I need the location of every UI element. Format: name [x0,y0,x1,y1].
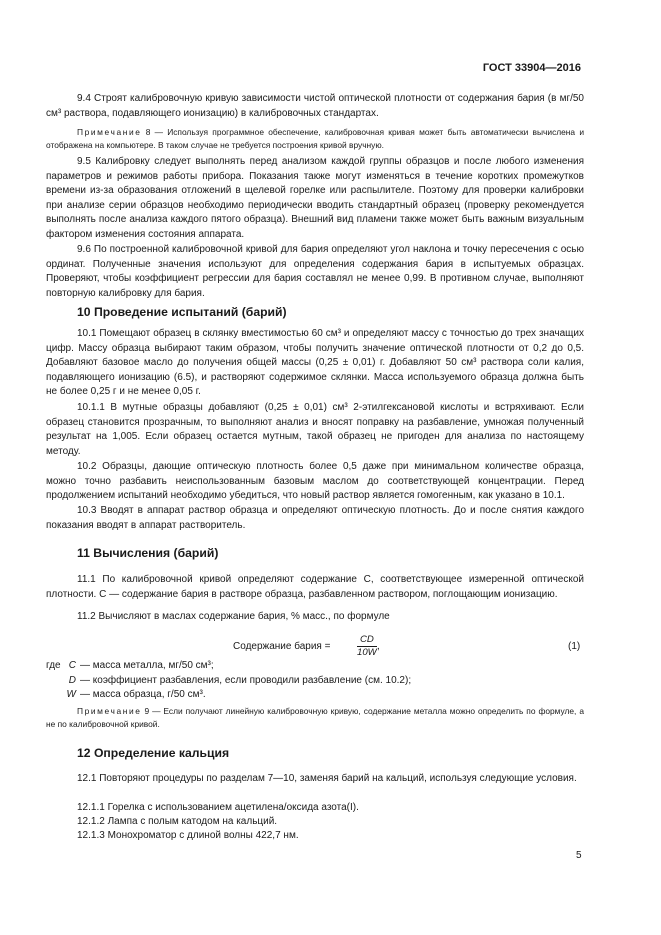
definition-symbol: W [66,689,76,701]
clause-11-2: 11.2 Вычисляют в маслах содержание бария, % масс., по формуле [77,611,390,622]
definition-prefix: где [46,660,61,671]
clause-10-1: 10.1 Помещают образец в склянку вместимостью 60 см³ и определяют массу с точностью до трех значащих цифр. Массу образца выбирают таким образом, чтобы получить значение оптической плотности от 0,2 до 0,5. Добавляют базовое масло до получения общей массы (0,25 ± 0,01) г. Добавляют 50 см³ раствора соли калия, подавляющего ионизацию (6.5), и растворяют содержимое склянки. Масса используемого образца должна быть не более 0,25 г и не менее 0,05 г. [46,328,584,398]
formula-number: (1) [568,641,581,652]
clause-10-1-1: 10.1.1 В мутные образцы добавляют (0,25 ± 0,01) см³ 2-этилгексановой кислоты и встряхивают. Если образец становится прозрачным, то выполняют анализ и вносят поправку на разбавление, умножая полученный результат на 1,005. Если образец остается мутным, такой образец не пригоден для анализа по настоящему методу. [46,402,584,457]
formula-numerator: CD [357,634,377,647]
section-11-heading: 11 Вычисления (барий) [77,546,219,560]
note-9-label: Примечание [77,706,142,716]
definition-symbol: C [68,660,76,671]
clause-11-1: 11.1 По калибровочной кривой определяют содержание C, соответствующее измеренной оптической плотности. C — содержание бария в растворе образца, разбавленном раствором, поглощающим ионизацию. [46,574,584,600]
definition-text: — коэффициент разбавления, если проводили разбавление (см. 10.2); [80,674,412,686]
clause-9-4: 9.4 Строят калибровочную кривую зависимости чистой оптической плотности от содержания бария (в мг/50 см³ раствора, подавляющего ионизацию) в калибровочных стандартах. [46,93,584,119]
clause-12-1-1: 12.1.1 Горелка с использованием ацетилена/оксида азота(I). [77,802,359,813]
formula-fraction [357,634,377,659]
clause-10-3: 10.3 Вводят в аппарат раствор образца и определяют оптическую плотность. До и после снятия каждого показания вводят в аппарат растворитель. [46,505,584,531]
clause-12-1-2: 12.1.2 Лампа с полым катодом на кальций. [77,816,278,827]
formula-comma: , [377,641,380,652]
clause-9-5: 9.5 Калибровку следует выполнять перед анализом каждой группы образцов и после любого изменения параметров и режимов работы прибора. Показания также могут изменяться в течение коротких промежутков времени из-за образования отложений в щелевой горелке или распылителе. Поэтому для проверки калибровки при анализе серии образцов необходимо периодически вводить стандартный образец (проверку рекомендуется выполнять после анализа каждого пятого образца). Внешний вид пламени также может быть важным визуальным фактором изменения состояния аппарата. [46,156,584,240]
standard-header: ГОСТ 33904—2016 [482,62,581,74]
note-8 [46,126,584,151]
clause-12-1-3: 12.1.3 Монохроматор с длиной волны 422,7 нм. [77,830,299,841]
note-9 [46,705,584,730]
section-10-heading: 10 Проведение испытаний (барий) [77,305,287,319]
section-12-heading: 12 Определение кальция [77,746,230,760]
clause-12-1: 12.1 Повторяют процедуры по разделам 7—10, заменяя барий на кальций, используя следующие условия. [77,773,577,784]
formula-denominator: 10W [357,647,377,658]
clause-10-2: 10.2 Образцы, дающие оптическую плотность более 0,5 даже при минимальном количестве образца, можно точно разбавить неиспользованным базовым маслом до соответствующей концентрации. Перед продолжением испытаний необходимо убедиться, что новый раствор является гомогенным, как указано в 10.1. [46,461,584,502]
formula-label: Содержание бария = [233,641,331,652]
clause-9-6: 9.6 По построенной калибровочной кривой для бария определяют угол наклона и точку пересечения с осью ординат. Полученные значения используют для определения содержания бария в испытуемых образцах. Проверяют, чтобы коэффициент регрессии для бария составлял не менее 0,99. В противном случае, выполняют повторную калибровку для бария. [46,244,584,299]
definition-symbol: D [68,674,76,686]
definition-text: — масса металла, мг/50 см³; [80,660,214,671]
note-8-label: Примечание [77,127,142,137]
page-number: 5 [576,850,582,861]
definition-text: — масса образца, г/50 см³. [80,689,206,701]
note-8-text: 8 — Используя программное обеспечение, калибровочная кривая может быть автоматически вычислена и отображена на компьютере. В таком случае не требуется построения кривой вручную. [46,127,584,150]
note-9-text: 9 — Если получают линейную калибровочную кривую, содержание металла можно определить по формуле, а не по калибровочной кривой. [46,706,584,729]
